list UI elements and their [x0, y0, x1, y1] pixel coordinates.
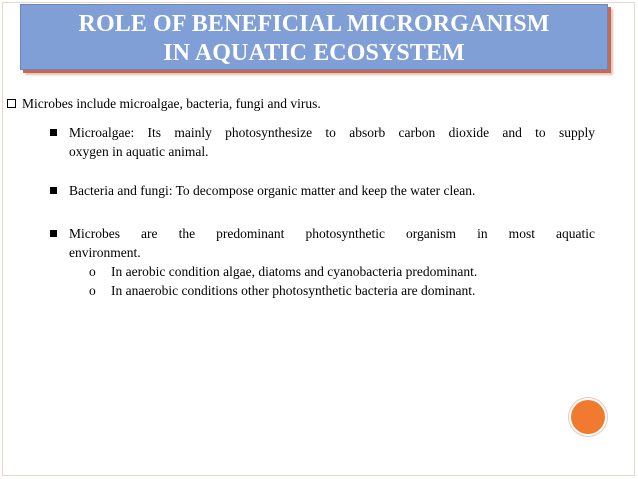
subpoint-2-text: In anaerobic conditions other photosynthetic bacteria are dominant. [111, 283, 476, 298]
point-1-line-1: Microalgae: Its mainly photosynthesize to absorb carbon dioxide and to supply [69, 125, 595, 140]
circle-bullet-icon: o [89, 264, 96, 279]
intro-text: Microbes include microalgae, bacteria, fungi and virus. [22, 96, 321, 111]
decorative-circle-icon [571, 400, 605, 434]
point-3-line-1: Microbes are the predominant photosynthetic organism in most aquatic [69, 226, 595, 241]
point-microalgae [50, 123, 595, 161]
point-bacteria-fungi [50, 181, 595, 200]
intro-item [7, 96, 321, 112]
title-line-2: IN AQUATIC ECOSYSTEM [163, 40, 465, 66]
point-3-line-2: environment. [69, 245, 141, 260]
subpoint-1-text: In aerobic condition algae, diatoms and cyanobacteria predominant. [111, 264, 478, 279]
square-bullet-icon [50, 187, 57, 194]
point-predominant [50, 224, 595, 262]
point-1-line-2: oxygen in aquatic animal. [69, 144, 209, 159]
square-bullet-icon [50, 230, 57, 237]
point-2-line-1: Bacteria and fungi: To decompose organic matter and keep the water clean. [69, 183, 476, 198]
checkbox-bullet-icon [7, 99, 16, 108]
subpoint-anaerobic [89, 281, 475, 300]
square-bullet-icon [50, 129, 57, 136]
slide-title [20, 4, 608, 70]
title-line-1: ROLE OF BENEFICIAL MICRORGANISM [78, 11, 550, 37]
subpoint-aerobic [89, 262, 477, 281]
circle-bullet-icon: o [89, 283, 96, 298]
